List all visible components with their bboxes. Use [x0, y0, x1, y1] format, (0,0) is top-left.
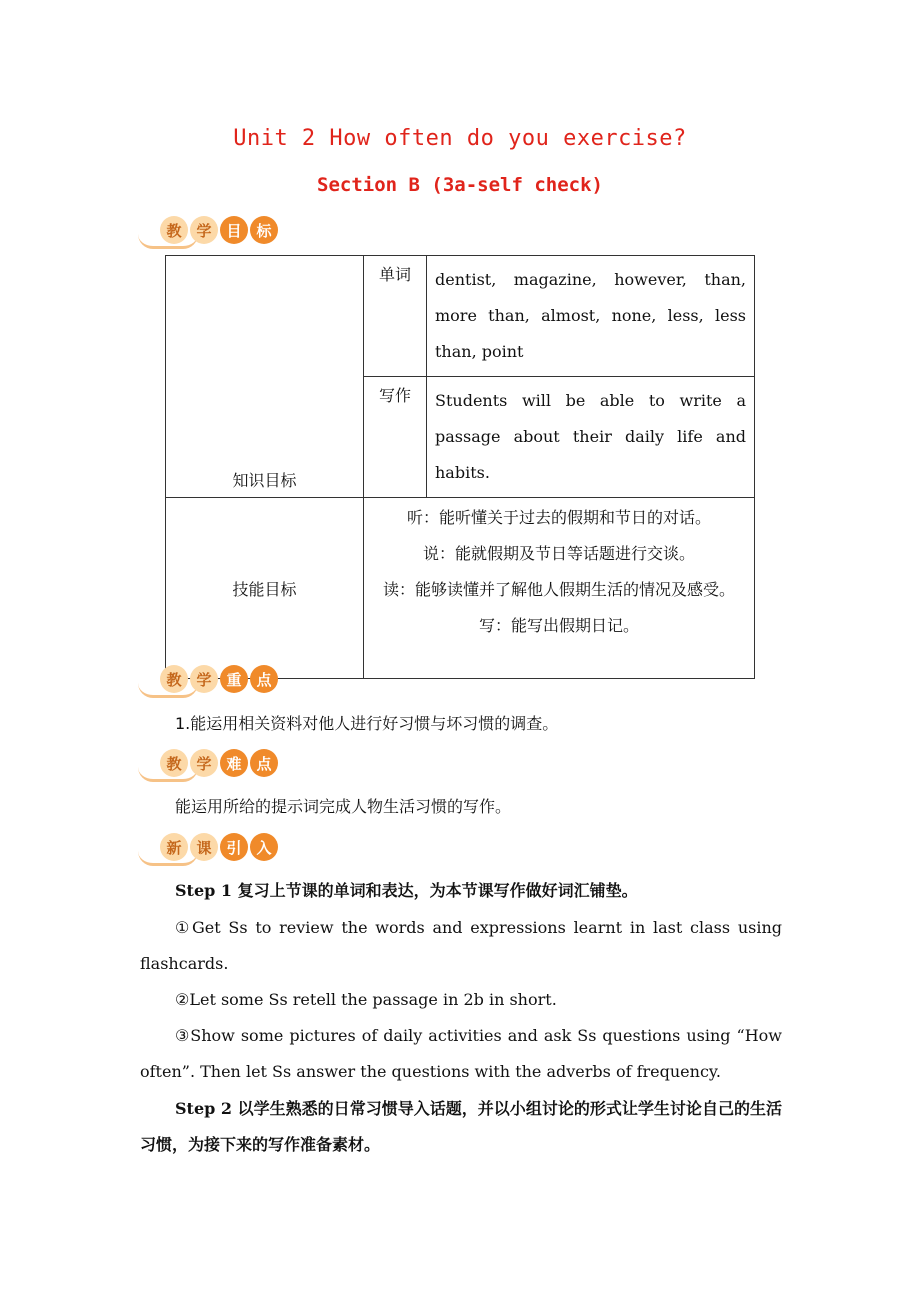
banner-char: 教 [160, 216, 188, 244]
knowledge-goal-label: 知识目标 [166, 256, 364, 498]
banner-char: 学 [190, 216, 218, 244]
banner-key-points [138, 665, 278, 699]
skills-text [364, 498, 755, 679]
skills-goal-label: 技能目标 [166, 498, 364, 679]
banner-char: 学 [190, 665, 218, 693]
banner-char: 教 [160, 665, 188, 693]
banner-char: 标 [250, 216, 278, 244]
skill-speaking: 说：能就假期及节日等话题进行交谈。 [422, 544, 695, 563]
banner-char: 学 [190, 749, 218, 777]
banner-char: 点 [250, 749, 278, 777]
banner-char: 难 [220, 749, 248, 777]
vocab-label: 单词 [364, 256, 427, 377]
banner-char: 引 [220, 833, 248, 861]
banner-char: 课 [190, 833, 218, 861]
writing-text: Students will be able to write a passage about their daily life and habits. [427, 377, 755, 498]
banner-new-lesson-intro [138, 833, 278, 867]
skill-listening: 听：能听懂关于过去的假期和节日的对话。 [406, 508, 711, 527]
skill-writing: 写：能写出假期日记。 [478, 616, 639, 635]
banner-char: 新 [160, 833, 188, 861]
key-points-text: 1.能运用相关资料对他人进行好习惯与坏习惯的调查。 [175, 714, 559, 733]
skill-reading: 读：能够读懂并了解他人假期生活的情况及感受。 [382, 580, 735, 599]
section-subtitle: Section B (3a-self check) [317, 174, 603, 196]
unit-title: Unit 2 How often do you exercise? [233, 126, 687, 151]
banner-teaching-goals [138, 216, 278, 250]
banner-char: 点 [250, 665, 278, 693]
step1-heading: Step 1 复习上节课的单词和表达，为本节课写作做好词汇铺垫。 [175, 881, 638, 900]
step1-item-1: ①Get Ss to review the words and expressions learnt in last class using flashcards. [140, 918, 782, 973]
writing-label: 写作 [364, 377, 427, 498]
step1-item-3: ③Show some pictures of daily activities and ask Ss questions using “How often”. Then let Ss answer the questions with the adverbs of frequency. [140, 1026, 782, 1081]
difficulties-text: 能运用所给的提示词完成人物生活习惯的写作。 [175, 797, 512, 816]
banner-char: 重 [220, 665, 248, 693]
goals-table [165, 255, 755, 679]
vocab-text: dentist, magazine, however, than, more than, almost, none, less, less than, point [427, 256, 755, 377]
banner-char: 教 [160, 749, 188, 777]
step2-heading: Step 2 以学生熟悉的日常习惯导入话题，并以小组讨论的形式让学生讨论自己的生活习惯，为接下来的写作准备素材。 [140, 1099, 782, 1154]
banner-char: 入 [250, 833, 278, 861]
step1-item-2: ②Let some Ss retell the passage in 2b in short. [175, 990, 557, 1009]
banner-difficulties [138, 749, 278, 783]
banner-char: 目 [220, 216, 248, 244]
